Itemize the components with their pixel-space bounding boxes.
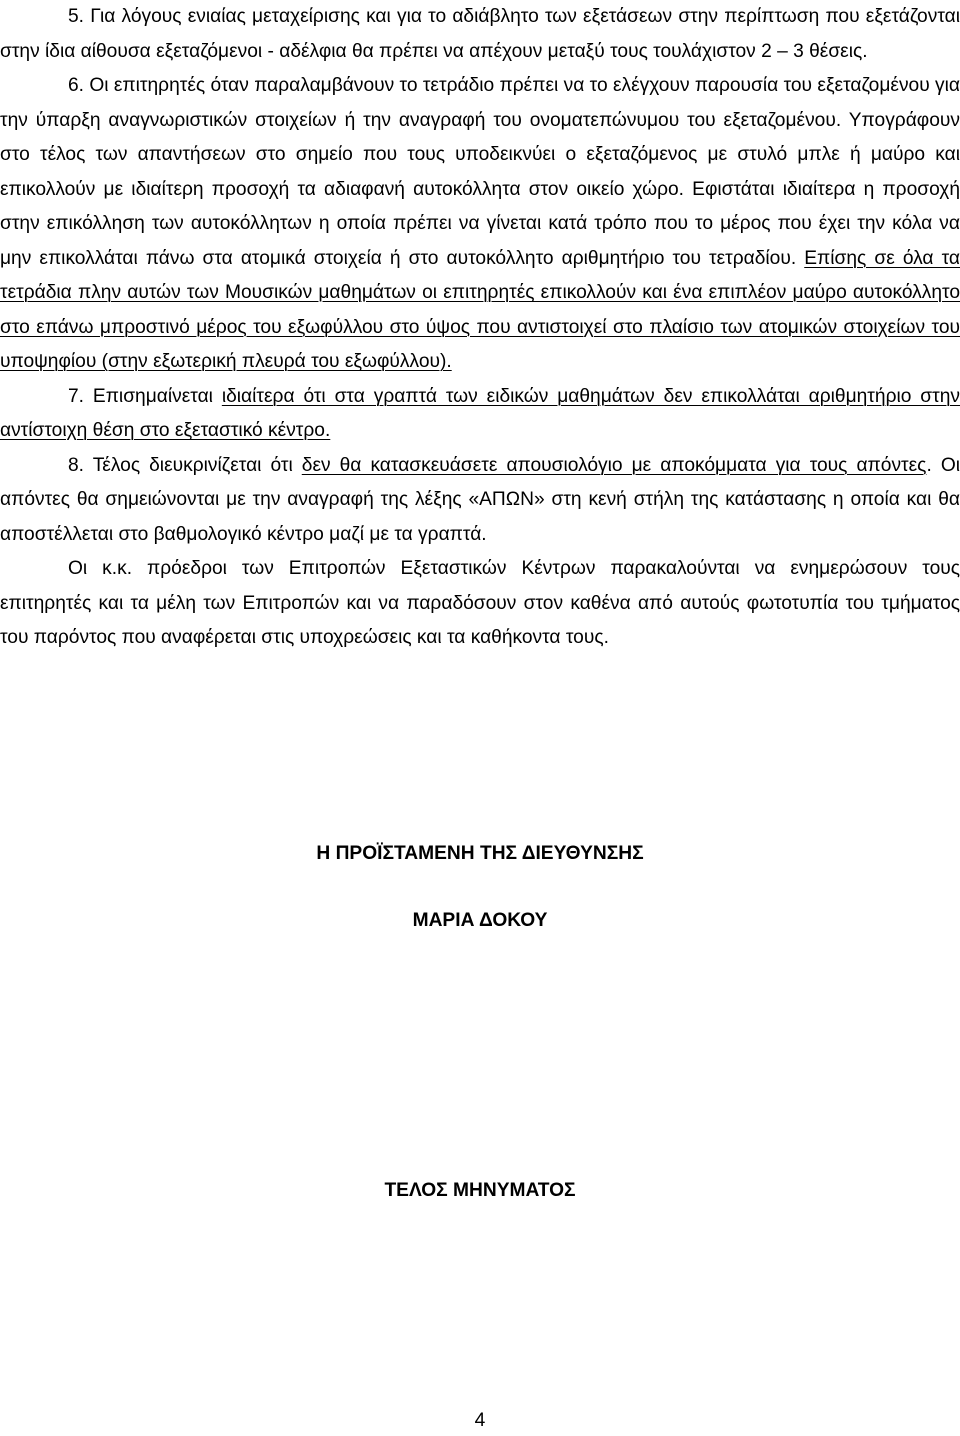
paragraph-7-prefix: 7. Επισημαίνεται	[68, 385, 222, 407]
paragraph-6	[0, 69, 960, 380]
paragraph-5	[0, 0, 960, 69]
document-body	[0, 0, 960, 656]
paragraph-9	[0, 552, 960, 656]
paragraph-9-text: Οι κ.κ. πρόεδροι των Επιτροπών Εξεταστικών Κέντρων παρακαλούνται να ενημερώσουν τους επιτηρητές και τα μέλη των Επιτροπών και να παραδόσουν στον καθένα από αυτούς φωτοτυπία του τμήματος του παρόντος που αναφέρεται στις υποχρεώσεις και τα καθήκοντα τους.	[0, 558, 960, 648]
signature-name: ΜΑΡΙΑ ΔΟΚΟΥ	[412, 910, 548, 931]
page-number: 4	[474, 1410, 486, 1431]
paragraph-7	[0, 380, 960, 449]
paragraph-6-text: 6. Οι επιτηρητές όταν παραλαμβάνουν το τετράδιο πρέπει να το ελέγχουν παρουσία του εξεταζομένου για την ύπαρξη αναγνωριστικών στοιχείων ή την αναγραφή του ονοματεπώνυμου του εξεταζομένου. Υπογράφουν στο τέλος των απαντήσεων στο σημείο που τους υποδεικνύει ο εξεταζόμενος με στυλό μπλε ή μαύρο και επικολλούν με ιδιαίτερη προσοχή τα αδιαφανή αυτοκόλλητα στον οικείο χώρο. Εφιστάται ιδιαίτερα η προσοχή στην επικόλληση των αυτοκόλλητων η οποία πρέπει να γίνεται κατά τρόπο που το μέρος που έχει την κόλα να μην επικολλάται πάνω στα ατομικά στοιχεία ή στο αυτοκόλλητο αριθμητήριο του τετραδίου.	[0, 75, 960, 269]
paragraph-8-underlined: δεν θα κατασκευάσετε απουσιολόγιο με αποκόμματα για τους απόντες	[301, 454, 927, 476]
signature-title: Η ΠΡΟΪΣΤΑΜΕΝΗ ΤΗΣ ΔΙΕΥΘΥΝΣΗΣ	[316, 843, 644, 864]
paragraph-8-prefix: 8. Τέλος διευκρινίζεται ότι	[68, 454, 302, 476]
paragraph-6-underlined: Επίσης σε όλα τα τετράδια πλην αυτών των Μουσικών μαθημάτων οι επιτηρητές επικολλούν και ένα επιπλέον μαύρο αυτοκόλλητο στο επάνω μπροστινό μέρος του εξωφύλλου στο ύψος που αντιστοιχεί στο πλαίσιο των ατομικών στοιχείων του υποψηφίου (στην εξωτερική πλευρά του εξωφύλλου).	[0, 247, 960, 372]
paragraph-8	[0, 449, 960, 553]
paragraph-5-text: 5. Για λόγους ενιαίας μεταχείρισης και για το αδιάβλητο των εξετάσεων στην περίπτωση που εξετάζονται στην ίδια αίθουσα εξεταζόμενοι - αδέλφια θα πρέπει να απέχουν μεταξύ τους τουλάχιστον 2 – 3 θέσεις.	[0, 6, 960, 62]
end-of-message: ΤΕΛΟΣ ΜΗΝΥΜΑΤΟΣ	[384, 1180, 576, 1201]
paragraph-8-suffix: . Οι απόντες θα σημειώνονται με την αναγραφή της λέξης «ΑΠΩΝ» στη κενή στήλη της κατάστασης η οποία και θα αποστέλλεται στο βαθμολογικό κέντρο μαζί με τα γραπτά.	[0, 454, 960, 545]
paragraph-7-underlined: ιδιαίτερα ότι στα γραπτά των ειδικών μαθημάτων δεν επικολλάται αριθμητήριο στην αντίστοιχη θέση στο εξεταστικό κέντρο.	[0, 385, 960, 441]
